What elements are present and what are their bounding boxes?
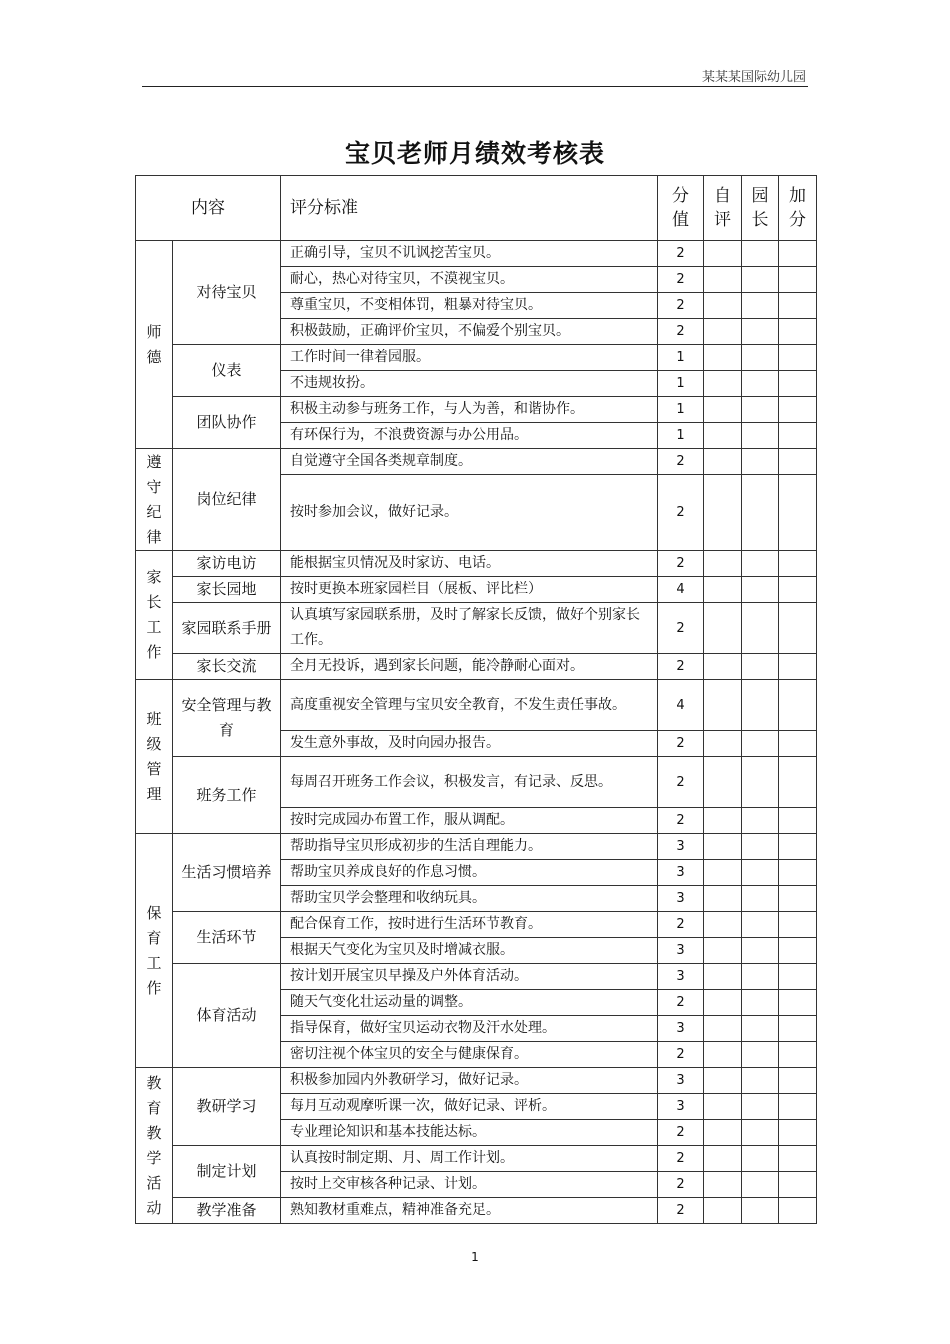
standard-cell: 每周召开班务工作会议，积极发言，有记录、反思。: [281, 757, 658, 808]
self-score-cell[interactable]: [704, 912, 742, 938]
score-cell: 2: [658, 757, 704, 808]
org-name: 某某某国际幼儿园: [701, 70, 806, 85]
bonus-score-cell[interactable]: [779, 886, 817, 912]
page-number: 1: [471, 1250, 479, 1264]
principal-score-cell[interactable]: [742, 1016, 779, 1042]
standard-cell: 专业理论知识和基本技能达标。: [281, 1120, 658, 1146]
principal-score-cell[interactable]: [742, 449, 779, 475]
self-score-cell[interactable]: [704, 1094, 742, 1120]
table-row: [136, 551, 817, 577]
score-cell: 2: [658, 319, 704, 345]
standard-cell: 全月无投诉，遇到家长问题，能冷静耐心面对。: [281, 654, 658, 680]
subcategory-cell: 团队协作: [173, 397, 281, 449]
subcategory-cell: 仪表: [173, 345, 281, 397]
table-row: [136, 834, 817, 860]
bonus-score-cell[interactable]: [779, 1120, 817, 1146]
bonus-score-cell[interactable]: [779, 1042, 817, 1068]
subcategory-cell: 生活习惯培养: [173, 834, 281, 912]
bonus-score-cell[interactable]: [779, 834, 817, 860]
bonus-score-cell[interactable]: [779, 319, 817, 345]
self-score-cell[interactable]: [704, 808, 742, 834]
score-cell: 2: [658, 912, 704, 938]
score-cell: 2: [658, 449, 704, 475]
standard-cell: 认真填写家园联系册，及时了解家长反馈，做好个别家长工作。: [281, 603, 658, 654]
self-score-cell[interactable]: [704, 1146, 742, 1172]
table-row: [136, 964, 817, 990]
principal-score-cell[interactable]: [742, 371, 779, 397]
principal-score-cell[interactable]: [742, 1042, 779, 1068]
principal-score-cell[interactable]: [742, 551, 779, 577]
bonus-score-cell[interactable]: [779, 912, 817, 938]
bonus-score-cell[interactable]: [779, 1146, 817, 1172]
principal-score-cell[interactable]: [742, 1094, 779, 1120]
score-cell: 4: [658, 680, 704, 731]
principal-score-cell[interactable]: [742, 912, 779, 938]
table-row: [136, 680, 817, 731]
self-score-cell[interactable]: [704, 1068, 742, 1094]
subcategory-cell: 岗位纪律: [173, 449, 281, 551]
subcategory-cell: 家长园地: [173, 577, 281, 603]
score-cell: 2: [658, 654, 704, 680]
category-cell: 教育教学活动: [136, 1068, 173, 1224]
score-cell: 3: [658, 1094, 704, 1120]
category-cell: 师德: [136, 241, 173, 449]
self-score-cell[interactable]: [704, 551, 742, 577]
bonus-score-cell[interactable]: [779, 938, 817, 964]
self-score-cell[interactable]: [704, 241, 742, 267]
self-score-cell[interactable]: [704, 319, 742, 345]
self-score-cell[interactable]: [704, 938, 742, 964]
self-score-cell[interactable]: [704, 371, 742, 397]
standard-cell: 根据天气变化为宝贝及时增减衣服。: [281, 938, 658, 964]
bonus-score-cell[interactable]: [779, 1198, 817, 1224]
principal-score-cell[interactable]: [742, 757, 779, 808]
subcategory-cell: 教学准备: [173, 1198, 281, 1224]
bonus-score-cell[interactable]: [779, 371, 817, 397]
principal-score-cell[interactable]: [742, 241, 779, 267]
bonus-score-cell[interactable]: [779, 1094, 817, 1120]
principal-score-cell[interactable]: [742, 577, 779, 603]
standard-cell: 能根据宝贝情况及时家访、电话。: [281, 551, 658, 577]
principal-score-cell[interactable]: [742, 808, 779, 834]
principal-score-cell[interactable]: [742, 423, 779, 449]
bonus-score-cell[interactable]: [779, 860, 817, 886]
standard-cell: 熟知教材重难点，精神准备充足。: [281, 1198, 658, 1224]
table-row: [136, 577, 817, 603]
evaluation-table: [135, 175, 817, 1224]
table-row: [136, 757, 817, 808]
standard-cell: 不违规妆扮。: [281, 371, 658, 397]
table-row: [136, 449, 817, 475]
bonus-score-cell[interactable]: [779, 475, 817, 551]
principal-score-cell[interactable]: [742, 475, 779, 551]
bonus-score-cell[interactable]: [779, 1068, 817, 1094]
bonus-score-cell[interactable]: [779, 808, 817, 834]
self-score-cell[interactable]: [704, 990, 742, 1016]
bonus-score-cell[interactable]: [779, 757, 817, 808]
subcategory-cell: 制定计划: [173, 1146, 281, 1198]
self-score-cell[interactable]: [704, 449, 742, 475]
standard-cell: 按计划开展宝贝早操及户外体育活动。: [281, 964, 658, 990]
principal-score-cell[interactable]: [742, 886, 779, 912]
self-score-cell[interactable]: [704, 293, 742, 319]
subcategory-cell: 家园联系手册: [173, 603, 281, 654]
bonus-score-cell[interactable]: [779, 345, 817, 371]
bonus-score-cell[interactable]: [779, 990, 817, 1016]
standard-cell: 高度重视安全管理与宝贝安全教育，不发生责任事故。: [281, 680, 658, 731]
col-header-self: 自评: [704, 176, 742, 241]
subcategory-cell: 家访电访: [173, 551, 281, 577]
score-cell: 2: [658, 293, 704, 319]
col-header-principal: 园长: [742, 176, 779, 241]
score-cell: 2: [658, 475, 704, 551]
score-cell: 3: [658, 938, 704, 964]
page-title: 宝贝老师月绩效考核表: [344, 139, 605, 168]
standard-cell: 帮助指导宝贝形成初步的生活自理能力。: [281, 834, 658, 860]
self-score-cell[interactable]: [704, 475, 742, 551]
score-cell: 3: [658, 964, 704, 990]
standard-cell: 帮助宝贝学会整理和收纳玩具。: [281, 886, 658, 912]
score-cell: 2: [658, 603, 704, 654]
principal-score-cell[interactable]: [742, 293, 779, 319]
score-cell: 2: [658, 1198, 704, 1224]
score-cell: 3: [658, 886, 704, 912]
self-score-cell[interactable]: [704, 603, 742, 654]
bonus-score-cell[interactable]: [779, 680, 817, 731]
table-row: [136, 1198, 817, 1224]
self-score-cell[interactable]: [704, 964, 742, 990]
standard-cell: 按时参加会议，做好记录。: [281, 475, 658, 551]
self-score-cell[interactable]: [704, 577, 742, 603]
table-row: [136, 397, 817, 423]
score-cell: 2: [658, 1042, 704, 1068]
standard-cell: 指导保育，做好宝贝运动衣物及汗水处理。: [281, 1016, 658, 1042]
bonus-score-cell[interactable]: [779, 241, 817, 267]
standard-cell: 积极参加园内外教研学习，做好记录。: [281, 1068, 658, 1094]
self-score-cell[interactable]: [704, 757, 742, 808]
principal-score-cell[interactable]: [742, 603, 779, 654]
bonus-score-cell[interactable]: [779, 449, 817, 475]
score-cell: 3: [658, 1016, 704, 1042]
principal-score-cell[interactable]: [742, 860, 779, 886]
table-row: [136, 603, 817, 654]
subcategory-cell: 体育活动: [173, 964, 281, 1068]
self-score-cell[interactable]: [704, 834, 742, 860]
bonus-score-cell[interactable]: [779, 1172, 817, 1198]
table-row: [136, 241, 817, 267]
self-score-cell[interactable]: [704, 886, 742, 912]
score-cell: 1: [658, 345, 704, 371]
self-score-cell[interactable]: [704, 1120, 742, 1146]
subcategory-cell: 班务工作: [173, 757, 281, 834]
self-score-cell[interactable]: [704, 397, 742, 423]
standard-cell: 工作时间一律着园服。: [281, 345, 658, 371]
standard-cell: 每月互动观摩听课一次，做好记录、评析。: [281, 1094, 658, 1120]
standard-cell: 帮助宝贝养成良好的作息习惯。: [281, 860, 658, 886]
score-cell: 3: [658, 860, 704, 886]
self-score-cell[interactable]: [704, 423, 742, 449]
bonus-score-cell[interactable]: [779, 731, 817, 757]
table-header-row: [136, 176, 817, 241]
table-row: [136, 654, 817, 680]
bonus-score-cell[interactable]: [779, 603, 817, 654]
standard-cell: 正确引导，宝贝不讥讽挖苦宝贝。: [281, 241, 658, 267]
bonus-score-cell[interactable]: [779, 423, 817, 449]
subcategory-cell: 安全管理与教育: [173, 680, 281, 757]
score-cell: 2: [658, 267, 704, 293]
bonus-score-cell[interactable]: [779, 577, 817, 603]
principal-score-cell[interactable]: [742, 1120, 779, 1146]
category-cell: 遵守纪律: [136, 449, 173, 551]
principal-score-cell[interactable]: [742, 1198, 779, 1224]
category-cell: 保育工作: [136, 834, 173, 1068]
bonus-score-cell[interactable]: [779, 551, 817, 577]
principal-score-cell[interactable]: [742, 834, 779, 860]
bonus-score-cell[interactable]: [779, 293, 817, 319]
principal-score-cell[interactable]: [742, 938, 779, 964]
score-cell: 1: [658, 397, 704, 423]
standard-cell: 积极主动参与班务工作，与人为善，和谐协作。: [281, 397, 658, 423]
principal-score-cell[interactable]: [742, 654, 779, 680]
principal-score-cell[interactable]: [742, 345, 779, 371]
standard-cell: 有环保行为，不浪费资源与办公用品。: [281, 423, 658, 449]
bonus-score-cell[interactable]: [779, 654, 817, 680]
principal-score-cell[interactable]: [742, 267, 779, 293]
category-cell: 班级管理: [136, 680, 173, 834]
self-score-cell[interactable]: [704, 1172, 742, 1198]
standard-cell: 随天气变化壮运动量的调整。: [281, 990, 658, 1016]
standard-cell: 尊重宝贝，不变相体罚，粗暴对待宝贝。: [281, 293, 658, 319]
score-cell: 1: [658, 371, 704, 397]
score-cell: 2: [658, 808, 704, 834]
standard-cell: 按时上交审核各种记录、计划。: [281, 1172, 658, 1198]
score-cell: 3: [658, 1068, 704, 1094]
standard-cell: 发生意外事故，及时向园办报告。: [281, 731, 658, 757]
principal-score-cell[interactable]: [742, 397, 779, 423]
standard-cell: 按时更换本班家园栏目（展板、评比栏）: [281, 577, 658, 603]
self-score-cell[interactable]: [704, 1042, 742, 1068]
self-score-cell[interactable]: [704, 1198, 742, 1224]
principal-score-cell[interactable]: [742, 1068, 779, 1094]
subcategory-cell: 教研学习: [173, 1068, 281, 1146]
col-header-bonus: 加分: [779, 176, 817, 241]
table-row: [136, 1068, 817, 1094]
bonus-score-cell[interactable]: [779, 964, 817, 990]
score-cell: 2: [658, 1146, 704, 1172]
category-cell: 家长工作: [136, 551, 173, 680]
standard-cell: 认真按时制定期、月、周工作计划。: [281, 1146, 658, 1172]
standard-cell: 自觉遵守全国各类规章制度。: [281, 449, 658, 475]
principal-score-cell[interactable]: [742, 680, 779, 731]
score-cell: 2: [658, 551, 704, 577]
subcategory-cell: 家长交流: [173, 654, 281, 680]
table-row: [136, 912, 817, 938]
score-cell: 2: [658, 990, 704, 1016]
self-score-cell[interactable]: [704, 1016, 742, 1042]
principal-score-cell[interactable]: [742, 964, 779, 990]
score-cell: 3: [658, 834, 704, 860]
bonus-score-cell[interactable]: [779, 267, 817, 293]
self-score-cell[interactable]: [704, 654, 742, 680]
standard-cell: 耐心，热心对待宝贝，不漠视宝贝。: [281, 267, 658, 293]
standard-cell: 密切注视个体宝贝的安全与健康保育。: [281, 1042, 658, 1068]
score-cell: 2: [658, 1120, 704, 1146]
principal-score-cell[interactable]: [742, 731, 779, 757]
principal-score-cell[interactable]: [742, 1146, 779, 1172]
self-score-cell[interactable]: [704, 267, 742, 293]
table-row: [136, 345, 817, 371]
score-cell: 4: [658, 577, 704, 603]
standard-cell: 配合保育工作，按时进行生活环节教育。: [281, 912, 658, 938]
col-header-standard: 评分标准: [281, 176, 658, 241]
col-header-score: 分值: [658, 176, 704, 241]
col-header-content: 内容: [136, 176, 281, 241]
page-header: [142, 66, 808, 87]
table-row: [136, 1146, 817, 1172]
standard-cell: 按时完成园办布置工作，服从调配。: [281, 808, 658, 834]
score-cell: 1: [658, 423, 704, 449]
principal-score-cell[interactable]: [742, 990, 779, 1016]
bonus-score-cell[interactable]: [779, 1016, 817, 1042]
score-cell: 2: [658, 731, 704, 757]
standard-cell: 积极鼓励，正确评价宝贝，不偏爱个别宝贝。: [281, 319, 658, 345]
self-score-cell[interactable]: [704, 680, 742, 731]
principal-score-cell[interactable]: [742, 1172, 779, 1198]
principal-score-cell[interactable]: [742, 319, 779, 345]
score-cell: 2: [658, 241, 704, 267]
subcategory-cell: 对待宝贝: [173, 241, 281, 345]
self-score-cell[interactable]: [704, 345, 742, 371]
bonus-score-cell[interactable]: [779, 397, 817, 423]
self-score-cell[interactable]: [704, 860, 742, 886]
subcategory-cell: 生活环节: [173, 912, 281, 964]
score-cell: 2: [658, 1172, 704, 1198]
self-score-cell[interactable]: [704, 731, 742, 757]
